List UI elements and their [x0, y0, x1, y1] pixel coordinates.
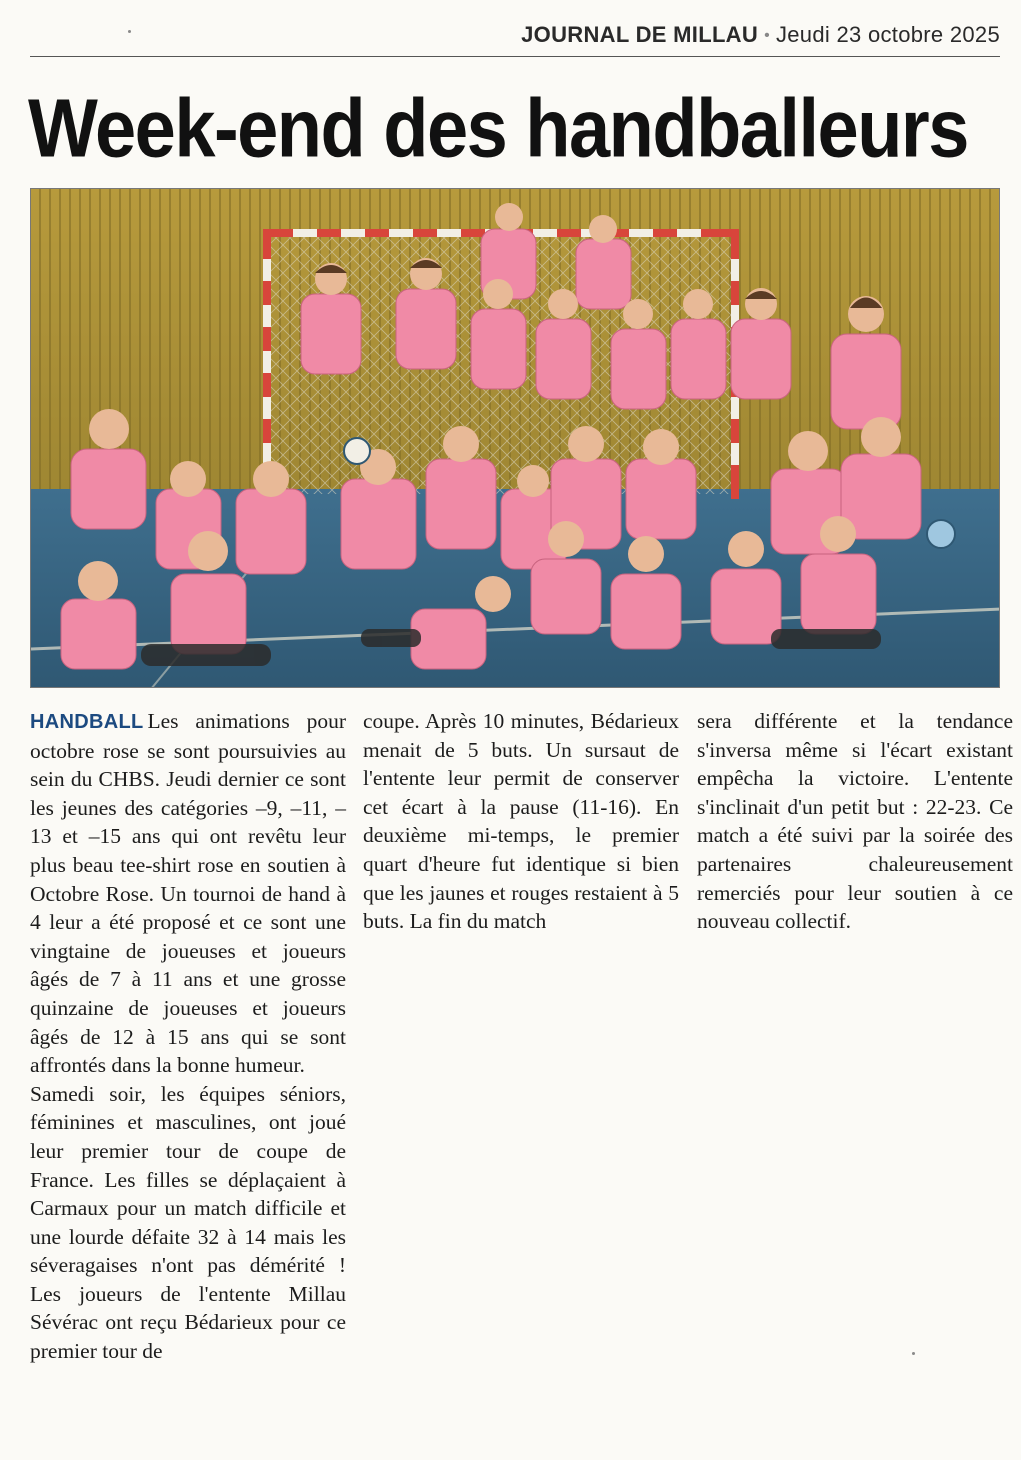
- scan-speck: [912, 1352, 915, 1355]
- column-3-text: sera différente et la tendance s'inversa même si l'écart existant empêcha la victoire. L'entente s'inclinait d'un petit but : 22-23. Ce match a été suivi par la soirée des partenaires chaleureusement remerciés pour leur soutien à ce nouveau collectif.: [697, 709, 1013, 934]
- article-column-2: [363, 707, 679, 936]
- publication-date: Jeudi 23 octobre 2025: [775, 22, 1000, 47]
- scan-speck-2: [128, 30, 131, 33]
- newspaper-header: [30, 20, 1000, 57]
- header-line: [521, 22, 1000, 48]
- article-column-1: [30, 707, 346, 1366]
- section-lead: HANDBALL: [30, 711, 144, 733]
- column-1-text: Les animations pour octobre rose se sont poursuivies au sein du CHBS. Jeudi dernier ce sont les jeunes des catégories –9, –11, –13 et –15 ans qui ont revêtu leur plus beau tee-shirt rose en soutien à Octobre Rose. Un tournoi de hand à 4 leur a été proposé et ce sont une vingtaine de joueuses et joueurs âgés de 7 à 11 ans et une grosse quinzaine de joueuses et joueurs âgés de 12 à 15 ans qui se sont affrontés dans la bonne humeur.: [30, 709, 346, 1078]
- article-column-3: [697, 707, 1013, 936]
- column-1-paragraph-2: Samedi soir, les équipes séniors, féminines et masculines, ont joué leur premier tour de coupe de France. Les filles se déplaçaient à Carmaux pour un match difficile et une lourde défaite 32 à 14 mais les séveragaises n'ont pas démérité ! Les joueurs de l'entente Millau Sévérac ont reçu Bédarieux pour ce premier tour de: [30, 1081, 346, 1364]
- team-photo: [30, 188, 1000, 688]
- column-2-text: coupe. Après 10 minutes, Bédarieux menait de 5 buts. Un sursaut de l'entente leur permit de conserver cet écart à la pause (11-16). En deuxième mi-temps, le premier quart d'heure fut identique si bien que les jaunes et rouges restaient à 5 buts. La fin du match: [363, 709, 679, 934]
- column-1-paragraph-1: [30, 707, 346, 1080]
- handball-ball-2: [927, 520, 955, 548]
- publication-name: JOURNAL DE MILLAU: [521, 22, 759, 47]
- header-separator: •: [764, 27, 770, 44]
- headline: Week-end des handballeurs: [28, 81, 968, 175]
- team-photo-illustration: [31, 189, 1000, 688]
- handball-ball: [344, 438, 370, 464]
